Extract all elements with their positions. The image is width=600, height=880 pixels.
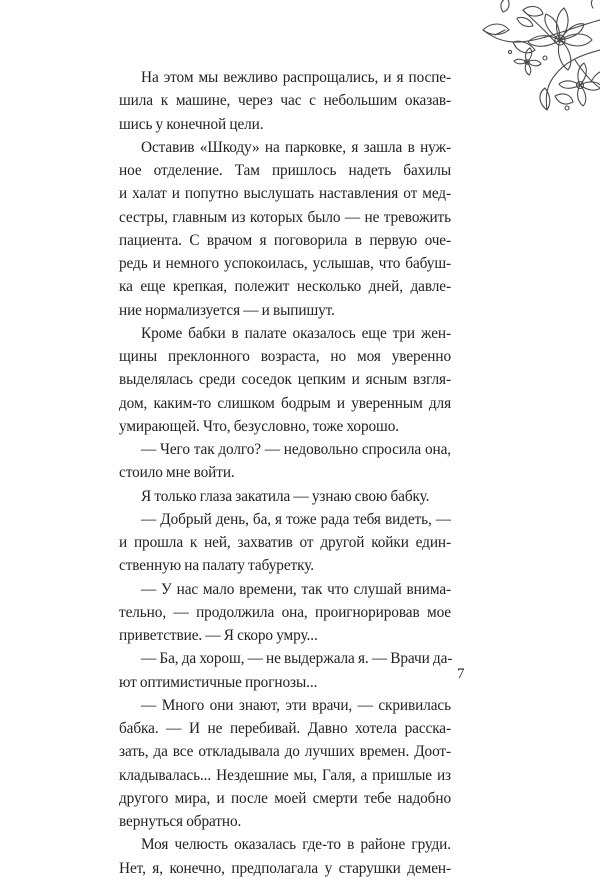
text-line: шись у конечной цели. — [119, 115, 264, 133]
text-line: приветствие. — Я скоро умру... — [119, 627, 318, 644]
text-line: ное отделение. Там пришлось надеть бахилы — [119, 162, 451, 179]
text-line: ка еще крепкая, полежит несколько дней, давле- — [119, 278, 451, 296]
text-line: Моя челюсть оказалась где-то в районе груди. — [141, 836, 451, 854]
text-line: ственную на палату табуретку. — [119, 557, 314, 575]
text-line: — У нас мало времени, так что слушай внима- — [141, 580, 451, 598]
text-line: — Чего так долго? — недовольно спросила она, — [141, 441, 451, 458]
text-line: Кроме бабки в палате оказалось еще три жен- — [141, 324, 451, 342]
text-line: ют оптимистичные прогнозы... — [119, 673, 318, 691]
text-line: другого мира, и после моей смерти тебе надобно — [119, 789, 451, 807]
text-line: Я только глаза закатила — узнаю свою бабку. — [141, 487, 430, 505]
text-line: вернуться обратно. — [119, 813, 242, 830]
text-line: стоило мне войти. — [119, 464, 235, 482]
page-number: 7 — [457, 666, 465, 682]
text-line: сестры, главным из которых было — не тревожить — [119, 208, 451, 226]
text-line: На этом мы вежливо распрощались, и я поспе- — [141, 69, 451, 86]
text-line: зать, да все откладывала до лучших времен. Доот- — [119, 743, 451, 761]
text-line: бабка. — И не перебивай. Давно хотела расска- — [119, 720, 451, 737]
text-line: Оставив «Шкоду» на парковке, я зашла в нуж- — [141, 138, 451, 156]
text-line: — Ба, да хорош, — не выдержала я. — Врачи да- — [141, 650, 453, 668]
text-line: Нет, я, конечно, предполагала у старушки демен- — [119, 859, 451, 877]
text-line: — Добрый день, ба, я тоже рада тебя видеть, — — [141, 510, 451, 528]
text-line: — Много они знают, эти врачи, — скривилась — [141, 696, 451, 714]
text-line: щины преклонного возраста, но моя уверенно — [119, 348, 451, 365]
text-line: редь и немного успокоилась, услышав, что бабуш- — [119, 255, 451, 272]
text-line: кладывалась... Нездешние мы, Галя, а пришлые из — [119, 766, 451, 784]
text-line: пациента. С врачом я поговорила в первую оче- — [119, 231, 451, 249]
text-line: умирающей. Что, безусловно, тоже хорошо. — [119, 417, 400, 435]
text-line: тельно, — продолжила она, проигнорировав мое — [119, 603, 451, 621]
text-line: выделялась среди соседок цепким и ясным взгля- — [119, 371, 451, 389]
text-line: шила к машине, через час с небольшим оказав- — [119, 92, 451, 110]
text-line: и прошла к ней, захватив от другой койки един- — [119, 534, 451, 551]
text-line: и халат и попутно выслушать наставления от мед- — [119, 185, 451, 203]
text-line: дом, каким-то слишком бодрым и уверенным для — [119, 394, 451, 412]
book-text-body — [119, 66, 451, 880]
text-line: ние нормализуется — и выпишут. — [119, 301, 335, 319]
